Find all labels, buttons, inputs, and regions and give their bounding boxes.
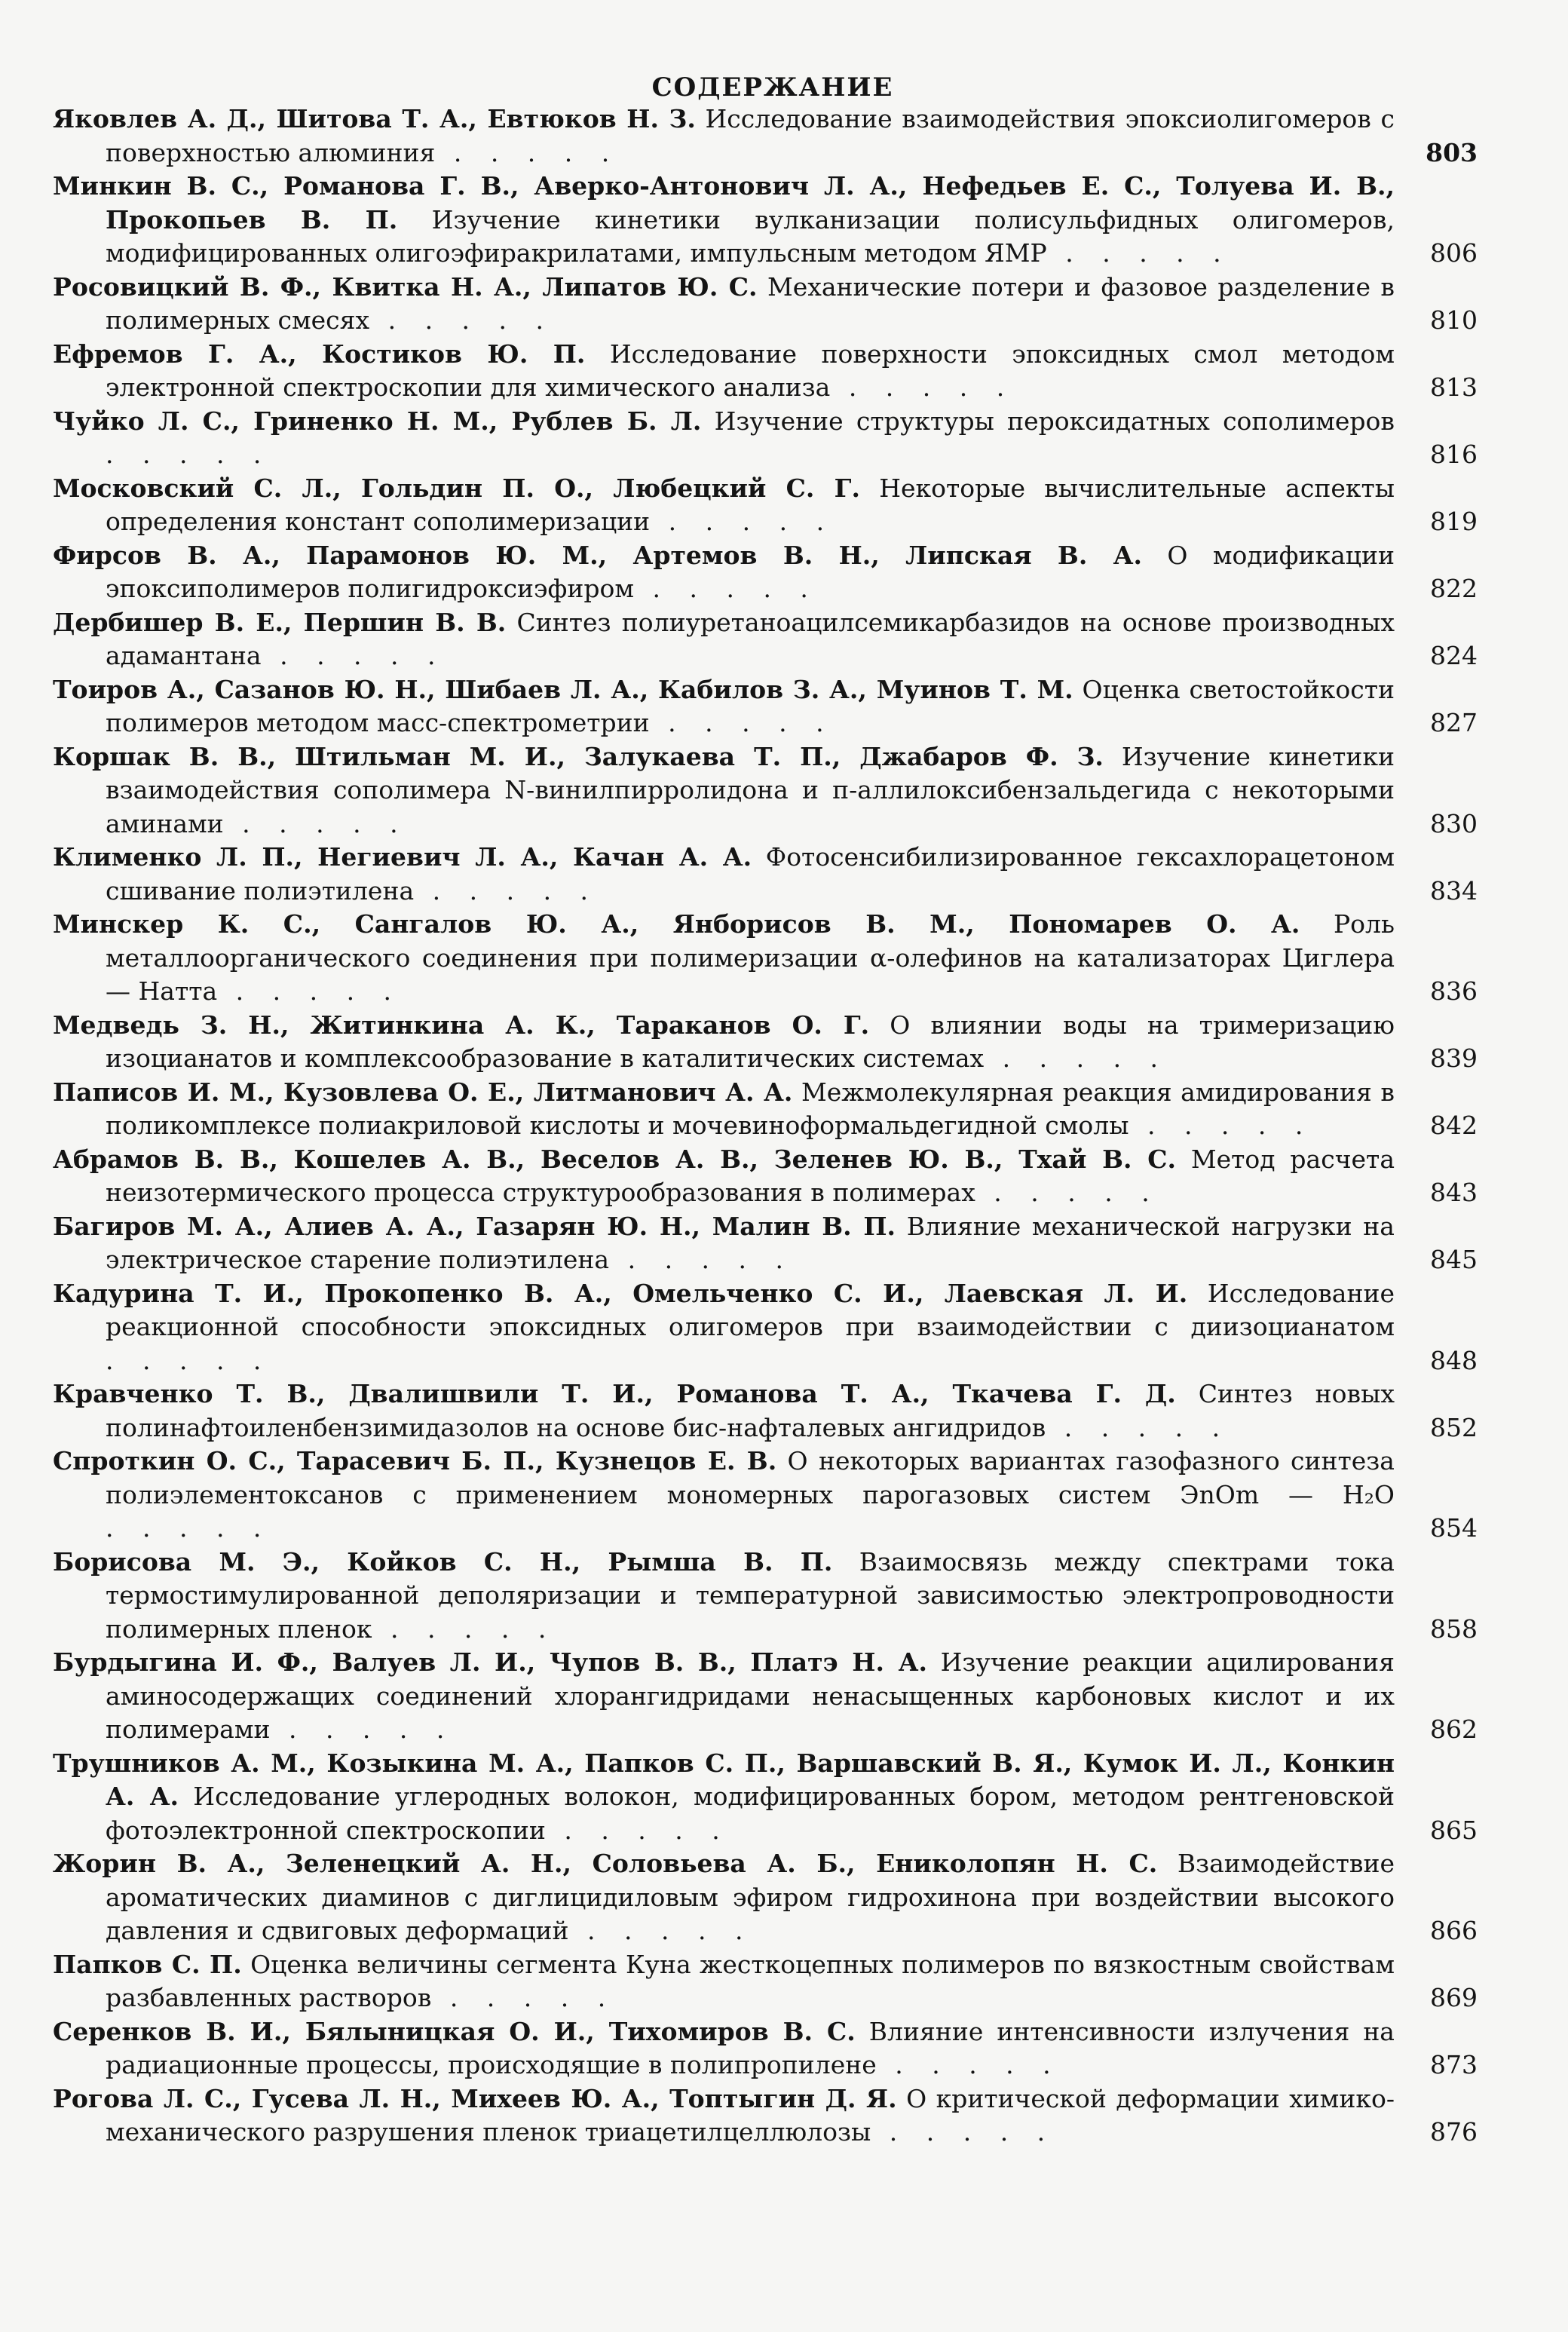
toc-entry-authors: Бурдыгина И. Ф., Валуев Л. И., Чупов В. В., Платэ Н. А. [53,1647,927,1677]
toc-entry-page-number: 822 [1430,574,1478,603]
toc-entry-page-number: 876 [1430,2117,1478,2147]
toc-entry-text [53,1210,1395,1277]
toc-entry-authors: Кравченко Т. В., Двалишвили Т. И., Романова Т. А., Ткачева Г. Д. [53,1379,1176,1408]
toc-entry-page-number: 806 [1430,238,1478,268]
toc-entry-text [53,1277,1395,1378]
toc-entry-text [53,1646,1395,1747]
toc-entry-page-number: 873 [1430,2050,1478,2079]
leader-dots: . . . . . [830,372,1015,402]
leader-dots: . . . . . [414,875,599,906]
toc-entry-page-number: 869 [1430,1983,1478,2012]
leader-dots: . . . . . [876,2050,1061,2079]
toc-entry-authors: Багиров М. А., Алиев А. А., Газарян Ю. Н., Малин В. П. [53,1211,896,1241]
toc-entry-title: Изучение кинетики вулканизации полисульфидных олигомеров, модифицированных олигоэфиракрилатами, импульсным методом ЯМР [106,204,1395,268]
toc-entry-title: О влиянии воды на тримеризацию изоцианатов и комплексообразование в каталитических системах [106,1010,1395,1073]
toc-entry-title: Метод расчета неизотермического процесса структурообразования в полимерах [106,1144,1395,1207]
toc-entry [53,1377,1478,1445]
toc-entry-authors: Ефремов Г. А., Костиков Ю. П. [53,339,586,369]
leader-dots: . . . . . [372,1613,557,1644]
toc-entry-authors: Коршак В. В., Штильман М. И., Залукаева Т. П., Джабаров Ф. З. [53,741,1104,771]
toc-entry-text [53,1377,1395,1445]
leader-dots: . . . . . [650,507,835,536]
page-title: СОДЕРЖАНИЕ [651,72,894,103]
toc-entry-text [53,103,1395,170]
toc-entry-page-number: 830 [1430,808,1478,838]
leader-dots: . . . . . [106,1513,272,1543]
leader-dots: . . . . . [871,2117,1056,2147]
toc-entry-title: Изучение реакции ацилирования аминосодержащих соединений хлорангидридами ненасыщенных карбоновых кислот и их полимерами [106,1647,1395,1744]
toc-entry-authors: Медведь З. Н., Житинкина А. К., Тараканов О. Г. [53,1010,870,1040]
toc-entry-text [53,740,1395,841]
toc-entry [53,1143,1478,1210]
toc-entry [53,841,1478,908]
toc-entry-title: О критической деформации химико-механического разрушения пленок триацетилцеллюлозы [106,2083,1395,2147]
toc-entry-authors: Борисова М. Э., Койков С. Н., Рымша В. П. [53,1546,833,1577]
toc-entry [53,1210,1478,1277]
toc-entry [53,1076,1478,1143]
toc-entry [53,405,1478,472]
toc-entry-title: Исследование взаимодействия эпоксиолигомеров с поверхностью алюминия [106,104,1395,167]
toc-entry [53,338,1478,405]
leader-dots: . . . . . [634,574,819,603]
toc-entry-page-number: 819 [1430,507,1478,536]
toc-entry-authors: Спроткин О. С., Тарасевич Б. П., Кузнецов Е. В. [53,1446,777,1476]
toc-entry-title: Оценка светостойкости полимеров методом масс-спектрометрии [106,674,1395,737]
toc-entry-page-number: 836 [1430,976,1478,1006]
toc-entry-page-number: 824 [1430,641,1478,670]
toc-entry-title: О некоторых вариантах газофазного синтеза полиэлементоксанов с применением мономерных парогазовых систем ЭnOm — H₂O [106,1446,1395,1509]
toc-entry-authors: Яковлев А. Д., Шитова Т. А., Евтюков Н. З. [53,104,696,133]
toc-entry-page-number: 827 [1430,708,1478,737]
toc-entry-title: Изучение кинетики взаимодействия сополимера N-винилпирролидона и п-аллилоксибензальдегида с некоторыми аминами [106,741,1395,838]
toc-list [53,103,1478,2150]
toc-entry-text [53,1948,1395,2015]
toc-entry-authors: Фирсов В. А., Парамонов Ю. М., Артемов В. Н., Липская В. А. [53,540,1143,570]
toc-entry-authors: Тоиров А., Сазанов Ю. Н., Шибаев Л. А., Кабилов З. А., Муинов Т. М. [53,674,1073,704]
toc-entry [53,1847,1478,1948]
toc-entry-title: Фотосенсибилизированное гексахлорацетоном сшивание полиэтилена [106,842,1395,906]
toc-entry [53,1277,1478,1378]
toc-entry-page-number: 848 [1430,1345,1478,1375]
toc-entry-text [53,1445,1395,1546]
toc-entry-page-number: 843 [1430,1178,1478,1207]
toc-entry-text [53,2015,1395,2082]
toc-entry-title: Синтез новых полинафтоиленбензимидазолов на основе бис-нафталевых ангидридов [106,1379,1395,1442]
toc-entry [53,606,1478,673]
toc-entry-text [53,1076,1395,1143]
toc-entry-text [53,1546,1395,1647]
toc-entry [53,740,1478,841]
toc-entry-text [53,271,1395,338]
toc-entry [53,1747,1478,1848]
toc-entry-page-number: 813 [1430,372,1478,402]
toc-entry-title: О модификации эпоксиполимеров полигидроксиэфиром [106,540,1395,603]
toc-entry [53,2015,1478,2082]
toc-entry-page-number: 865 [1430,1815,1478,1845]
toc-entry-authors: Папков С. П. [53,1949,242,1979]
toc-entry-text [53,606,1395,673]
toc-entry-authors: Минкин В. С., Романова Г. В., Аверко-Антонович Л. А., Нефедьев Е. С., Толуева И. В., Прокопьев В. П. [53,171,1395,234]
leader-dots: . . . . . [270,1715,455,1744]
leader-dots: . . . . . [1129,1111,1314,1140]
toc-entry-authors: Клименко Л. П., Негиевич Л. А., Качан А. А. [53,842,752,872]
leader-dots: . . . . . [431,1983,617,2012]
leader-dots: . . . . . [1046,1412,1231,1442]
toc-entry-title: Взаимосвязь между спектрами тока термостимулированной деполяризации и температурной зависимостью электропроводности полимерных пленок [106,1546,1395,1644]
toc-entry-page-number: 858 [1430,1613,1478,1644]
toc-entry-text [53,841,1395,908]
toc-entry-title: Механические потери и фазовое разделение в полимерных смесях [106,271,1395,335]
toc-entry-authors: Московский С. Л., Гольдин П. О., Любецкий С. Г. [53,473,860,503]
toc-entry-authors: Трушников А. М., Козыкина М. А., Папков С. П., Варшавский В. Я., Кумок И. Л., Конкин А. А. [53,1748,1395,1811]
toc-entry-authors: Дербишер В. Е., Першин В. В. [53,607,507,637]
toc-entry-authors: Росовицкий В. Ф., Квитка Н. А., Липатов Ю. С. [53,271,758,302]
toc-entry-text [53,1009,1395,1076]
toc-entry-title: Исследование реакционной способности эпоксидных олигомеров при взаимодействии с диизоцианатом [106,1278,1395,1341]
toc-entry-page-number: 842 [1430,1111,1478,1140]
leader-dots: . . . . . [369,305,554,335]
leader-dots: . . . . . [106,1345,272,1375]
toc-entry [53,1646,1478,1747]
toc-entry-title: Межмолекулярная реакция амидирования в поликомплексе полиакриловой кислоты и мочевиноформальдегидной смолы [106,1077,1395,1140]
toc-entry-page-number: 845 [1430,1245,1478,1274]
toc-entry [53,472,1478,539]
toc-entry-authors: Паписов И. М., Кузовлева О. Е., Литманович А. А. [53,1077,793,1107]
toc-entry-page-number: 816 [1430,440,1478,469]
toc-entry [53,673,1478,740]
toc-entry-page-number: 862 [1430,1715,1478,1744]
leader-dots: . . . . . [435,137,620,167]
leader-dots: . . . . . [217,976,403,1006]
toc-entry-authors: Рогова Л. С., Гусева Л. Н., Михеев Ю. А., Топтыгин Д. Я. [53,2083,897,2113]
toc-entry-text [53,170,1395,271]
toc-entry-authors: Минскер К. С., Сангалов Ю. А., Янборисов В. М., Пономарев О. А. [53,909,1300,939]
toc-entry-title: Изучение структуры пероксидатных сополимеров [714,406,1395,436]
leader-dots: . . . . . [223,808,409,838]
toc-entry-text [53,539,1395,606]
toc-entry-title: Исследование поверхности эпоксидных смол методом электронной спектроскопии для химического анализа [106,339,1395,402]
toc-entry-title: Исследование углеродных волокон, модифицированных бором, методом рентгеновской фотоэлектронной спектроскопии [106,1782,1395,1845]
toc-entry-authors: Кадурина Т. И., Прокопенко В. А., Омельченко С. И., Лаевская Л. И. [53,1278,1188,1308]
toc-entry-authors: Чуйко Л. С., Гриненко Н. М., Рублев Б. Л. [53,406,702,436]
toc-entry-authors: Серенков В. И., Бялыницкая О. И., Тихомиров В. С. [53,2016,856,2046]
toc-entry [53,1948,1478,2015]
toc-entry-title: Синтез полиуретаноацилсемикарбазидов на основе производных адамантана [106,607,1395,670]
toc-entry [53,170,1478,271]
toc-entry-title: Влияние интенсивности излучения на радиационные процессы, происходящие в полипропилене [106,2016,1395,2079]
toc-entry-text [53,405,1395,472]
toc-entry [53,539,1478,606]
toc-entry-page-number: 810 [1430,305,1478,335]
toc-entry [53,1546,1478,1647]
toc-entry-text [53,1747,1395,1848]
leader-dots: . . . . . [261,641,446,670]
leader-dots: . . . . . [609,1245,795,1274]
toc-entry [53,1009,1478,1076]
toc-entry-page-number: 834 [1430,875,1478,906]
toc-entry-page-number: 866 [1430,1916,1478,1945]
toc-entry-text [53,1143,1395,1210]
toc-entry-page-number: 839 [1430,1043,1478,1073]
leader-dots: . . . . . [1046,238,1232,268]
toc-entry [53,1445,1478,1546]
toc-entry-title: Роль металлоорганического соединения при полимеризации α-олефинов на катализаторах Циглера — Натта [106,909,1395,1006]
toc-entry-authors: Жорин В. А., Зеленецкий А. Н., Соловьева А. Б., Ениколопян Н. С. [53,1849,1158,1878]
toc-entry-text [53,2082,1395,2150]
leader-dots: . . . . . [106,440,272,469]
toc-entry-page-number: 854 [1430,1513,1478,1543]
toc-entry [53,2082,1478,2150]
toc-entry-page-number: 852 [1430,1412,1478,1442]
toc-entry-text [53,338,1395,405]
toc-entry [53,271,1478,338]
toc-entry-page-number: 803 [1426,137,1478,167]
leader-dots: . . . . . [649,708,835,737]
toc-entry [53,103,1478,170]
toc-entry-title: Оценка величины сегмента Куна жесткоцепных полимеров по вязкостным свойствам разбавленных растворов [106,1949,1395,2012]
toc-entry-title: Взаимодействие ароматических диаминов с диглицидиловым эфиром гидрохинона при воздействии высокого давления и сдвиговых деформаций [106,1849,1395,1945]
toc-entry-text [53,673,1395,740]
toc-entry-authors: Абрамов В. В., Кошелев А. В., Веселов А. В., Зеленев Ю. В., Тхай В. С. [53,1144,1177,1174]
toc-entry [53,908,1478,1009]
toc-entry-text [53,908,1395,1009]
leader-dots: . . . . . [984,1043,1169,1073]
leader-dots: . . . . . [975,1178,1160,1207]
leader-dots: . . . . . [568,1916,754,1945]
leader-dots: . . . . . [545,1815,730,1845]
toc-entry-text [53,1847,1395,1948]
toc-entry-text [53,472,1395,539]
toc-entry-title: Влияние механической нагрузки на электрическое старение полиэтилена [106,1211,1395,1274]
toc-entry-title: Некоторые вычислительные аспекты определения констант сополимеризации [106,473,1395,536]
